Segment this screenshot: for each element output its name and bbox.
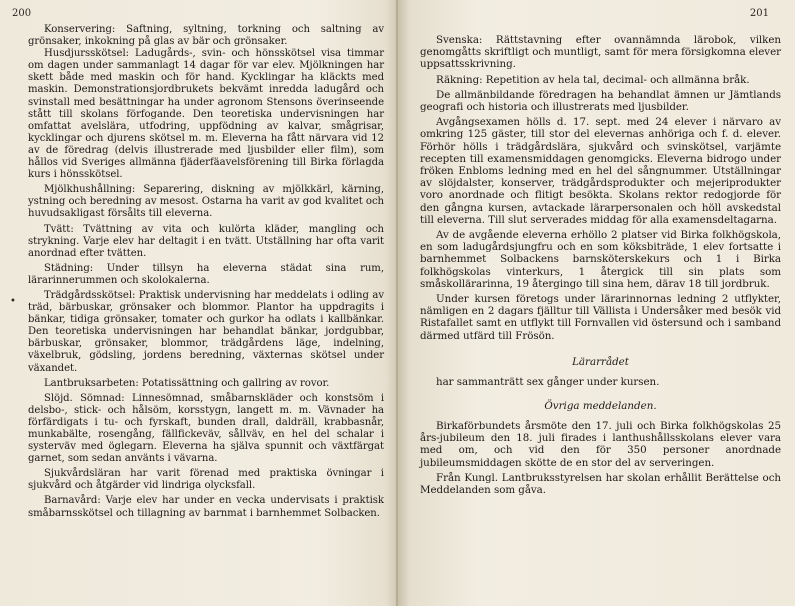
heading-ovriga-meddelanden: Övriga meddelanden. xyxy=(544,400,657,413)
heading-lararradet: Lärarrådet xyxy=(572,355,629,368)
paragraph-avgangsexamen: Avgångsexamen hölls d. 17. sept. med 24 elever i närvaro av omkring 125 gäster, till stor del elevernas anhöriga och f. d. elever. Förhör hölls i trädgårdslära, sjukvård och svinskötsel, varjämte recepten till examensmiddagen genomgicks. Eleverna bidrogo under fröken Enbloms ledning med en hel del sångnummer. Utställningar av slöjdalster, konserver, trädgårdsprodukter och mejeriprodukter voro anordnade och flitigt besökta. Skolans rektor redogjorde för den gångna kursen, avtackade lärarpersonalen och höll avskedstal till eleverna. Till slut serverades middag för alla examensdeltagarna. xyxy=(420,116,781,226)
paragraph-mjolkhushallning: Mjölkhushållning: Separering, diskning av mjölkkärl, kärning, ystning och beredning av mesost. Ostarna ha varit av god kvalitet och huvudsakligast försålts till eleverna. xyxy=(28,184,384,220)
paragraph-sjukvardslaran: Sjukvårdsläran har varit förenad med praktiska övningar i sjukvård och åtgärder vid lindriga olycksfall. xyxy=(28,468,384,492)
right-page xyxy=(398,0,795,606)
paragraph-tradgardsskotsel: Trädgårdsskötsel: Praktisk undervisning har meddelats i odling av träd, bärbuskar, grönsaker och blommor. Plantor ha uppdragits i bänkar, tidiga grönsaker, tomater och gurkor ha odlats i kallbänkar. Den teoretiska undervisningen har behandlat bänkar, jordgubbar, bärbuskar, grönsaker, blommor, trädgårdens läge, indelning, växelbruk, gödsling, jordens beredning, växternas skötsel under växandet. xyxy=(28,289,384,374)
paragraph-utflykter: Under kursen företogs under lärarinnornas ledning 2 utflykter, nämligen en 2 dagars fjälltur till Vällista i Undersåker med besök vid Ristafallet samt en utflykt till Fornvallen vid östersund och i samband därmed utfärd till Frösön. xyxy=(420,293,781,342)
paragraph-konservering: Konservering: Saftning, syltning, torkning och saltning av grönsaker, inkokning på glas av bär och grönsaker. xyxy=(28,24,384,48)
paragraph-lantbruksstyrelsen: Från Kungl. Lantbruksstyrelsen har skolan erhållit Berättelse och Meddelanden som gåva. xyxy=(420,471,781,497)
right-page-text xyxy=(420,34,781,496)
paragraph-tvatt: Tvätt: Tvättning av vita och kulörta kläder, mangling och strykning. Varje elev har deltagit i en tvätt. Utställning har ofta varit anordnad efter tvätten. xyxy=(28,223,384,259)
paragraph-husdjursskotsel: Husdjursskötsel: Ladugårds-, svin- och hönsskötsel visa timmar om dagen under sammanlagt 14 dagar för var elev. Mjölkningen har skett både med maskin och för hand. Kycklingar ha kläckts med maskin. Demonstrationsjordbrukets bekvämt inredda ladugård och svinstall med besättningar ha under agronom Stensons överinseende stått till skolans förfogande. Den teoretiska undervisningen har omfattat avelslära, utfodring, uppfödning av kalvar, smågrisar, kycklingar och djurens skötsel m. m. Eleverna ha fått närvara vid 12 av de föredrag (delvis illustrerade med ljusbilder eller film), som hållos vid Sveriges allmänna fjäderfäavelsförening till Birka förlagda kurs i hönsskötsel. xyxy=(28,48,384,181)
paragraph-lantbruksarbeten: Lantbruksarbeten: Potatissättning och gallring av rovor. xyxy=(44,377,330,389)
paragraph-birkaforbundet: Birkaförbundets årsmöte den 17. juli och Birka folkhögskolas 25 års-jubileum den 18. juli firades i lanthushållsskolans elever vara med om, och vid den för 350 personer anordnade jubileumsmiddagen skötte de en stor del av serveringen. xyxy=(420,420,781,469)
paragraph-avgaende-elever: Av de avgående eleverna erhöllo 2 platser vid Birka folkhögskola, en som ladugårdsjungfru och en som köksbiträde, 1 elev fortsatte i barnhemmet Solbackens barnsköterskekurs och 1 i Birka folkhögskolas vinterkurs, 1 återgick till sin plats som småskollärarinna, 19 återgingo till sina hem, därav 18 till jordbruk. xyxy=(420,229,781,290)
margin-mark: • xyxy=(10,296,16,307)
paragraph-foredrag: De allmänbildande föredragen ha behandlat ämnen ur Jämtlands geografi och historia och illustrerats med ljusbilder. xyxy=(420,88,781,114)
paragraph-rakning: Räkning: Repetition av hela tal, decimal- och allmänna bråk. xyxy=(436,73,750,86)
page-number-right: 201 xyxy=(749,8,769,19)
paragraph-stadning: Städning: Under tillsyn ha eleverna städat sina rum, lärarinnerummen och skolokalerna. xyxy=(28,262,384,286)
paragraph-slojd-somnad: Slöjd. Sömnad: Linnesömnad, småbarnskläder och konstsöm i delsbo-, stick- och hålsöm, korsstygn, langett m. m. Vävnader ha förfärdigats i tu- och fyrskaft, bunden drall, daldräll, krabbasnår, munkabälte, rosengång, fällfickeväv, sållväv, en hel del schalar i systerväv med öglegarn. Eleverna ha själva spunnit och växtfärgat garnet, som sedan använts i vävarna. xyxy=(28,392,384,465)
paragraph-barnavard: Barnavård: Varje elev har under en vecka undervisats i praktisk småbarnsskötsel och tillagning av barnmat i barnhemmet Solbacken. xyxy=(28,495,384,519)
paragraph-lararradet: har sammanträtt sex gånger under kursen. xyxy=(436,375,660,388)
paragraph-svenska: Svenska: Rättstavning efter ovannämnda lärobok, vilken genomgåtts skriftligt och muntligt, samt för mera försigkomna elever uppsattsskrivning. xyxy=(420,34,781,71)
left-page-text xyxy=(28,24,384,520)
page-number-left: 200 xyxy=(12,8,32,19)
